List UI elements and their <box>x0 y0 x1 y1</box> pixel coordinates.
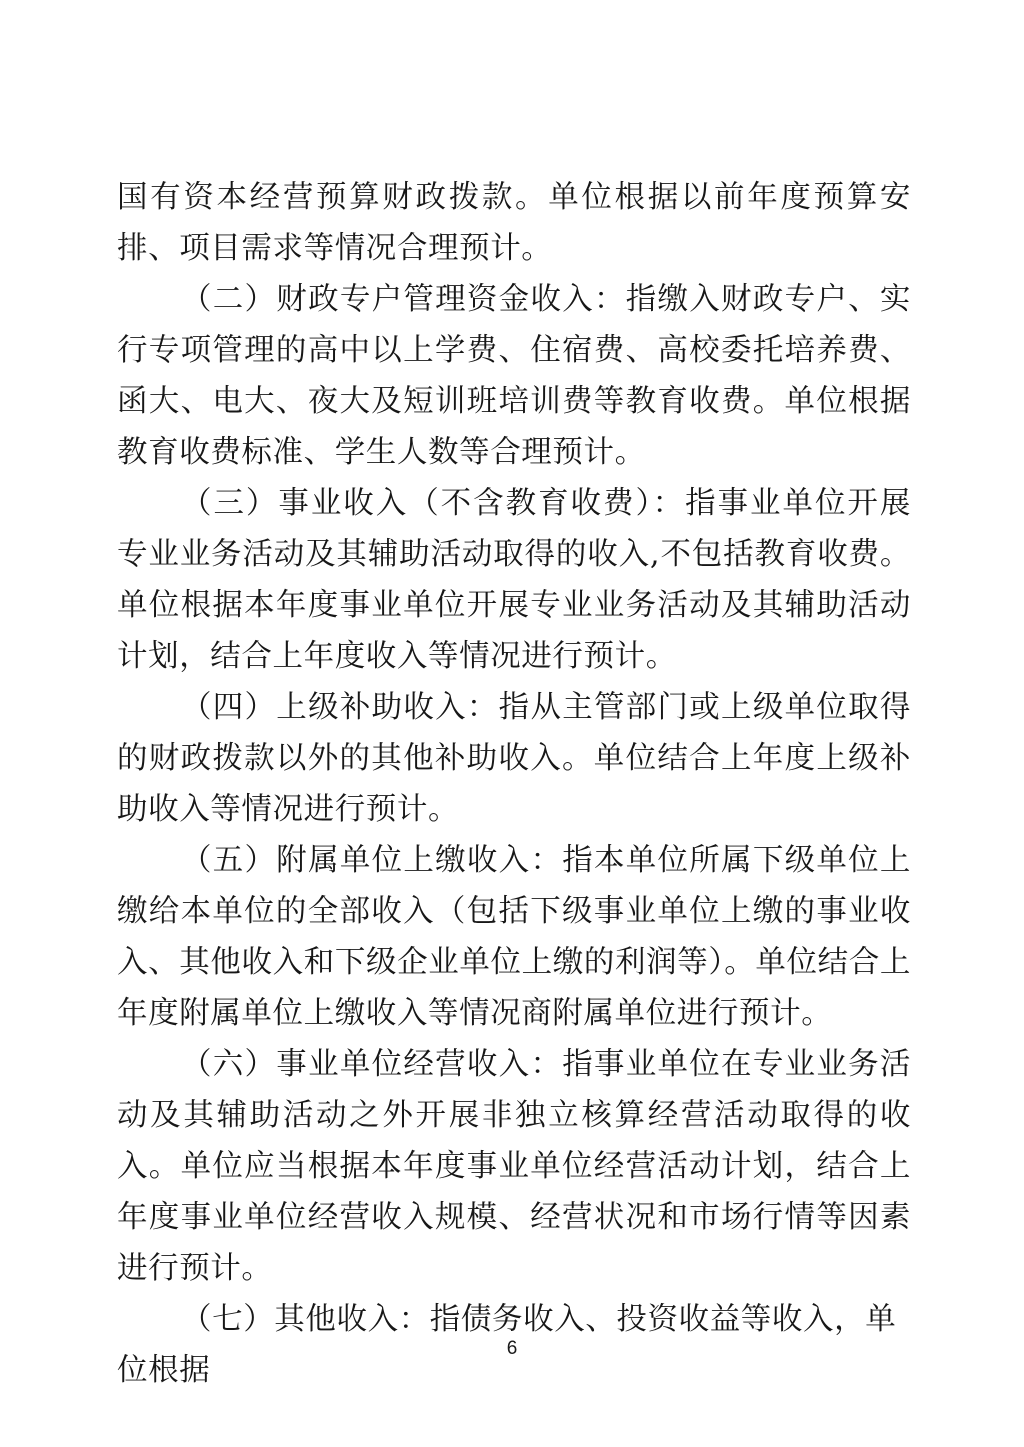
paragraph-section-5-affiliated-unit-remittance: （五）附属单位上缴收入：指本单位所属下级单位上缴给本单位的全部收入（包括下级事业单位上缴的事业收入、其他收入和下级企业单位上缴的利润等）。单位结合上年度附属单位上缴收入等情况商附属单位进行预计。 <box>117 843 911 1031</box>
paragraph-section-6-institution-operating-income: （六）事业单位经营收入：指事业单位在专业业务活动及其辅助活动之外开展非独立核算经营活动取得的收入。单位应当根据本年度事业单位经营活动计划，结合上年度事业单位经营收入规模、经营状况和市场行情等因素进行预计。 <box>117 1047 911 1286</box>
page-number: 6 <box>506 1338 518 1359</box>
paragraph-continuation-state-capital-budget: 国有资本经营预算财政拨款。单位根据以前年度预算安排、项目需求等情况合理预计。 <box>117 180 911 266</box>
document-text-column <box>117 172 911 1396</box>
paragraph-section-7-other-income: （七）其他收入：指债务收入、投资收益等收入，单位根据 <box>117 1302 897 1388</box>
paragraph-section-3-business-income: （三）事业收入（不含教育收费）：指事业单位开展专业业务活动及其辅助活动取得的收入,不包括教育收费。单位根据本年度事业单位开展专业业务活动及其辅助活动计划，结合上年度收入等情况进行预计。 <box>117 486 911 674</box>
paragraph-section-4-superior-subsidy-income: （四）上级补助收入：指从主管部门或上级单位取得的财政拨款以外的其他补助收入。单位结合上年度上级补助收入等情况进行预计。 <box>117 690 911 827</box>
paragraph-section-2-fiscal-special-account: （二）财政专户管理资金收入：指缴入财政专户、实行专项管理的高中以上学费、住宿费、高校委托培养费、函大、电大、夜大及短训班培训费等教育收费。单位根据教育收费标准、学生人数等合理预计。 <box>117 282 911 470</box>
